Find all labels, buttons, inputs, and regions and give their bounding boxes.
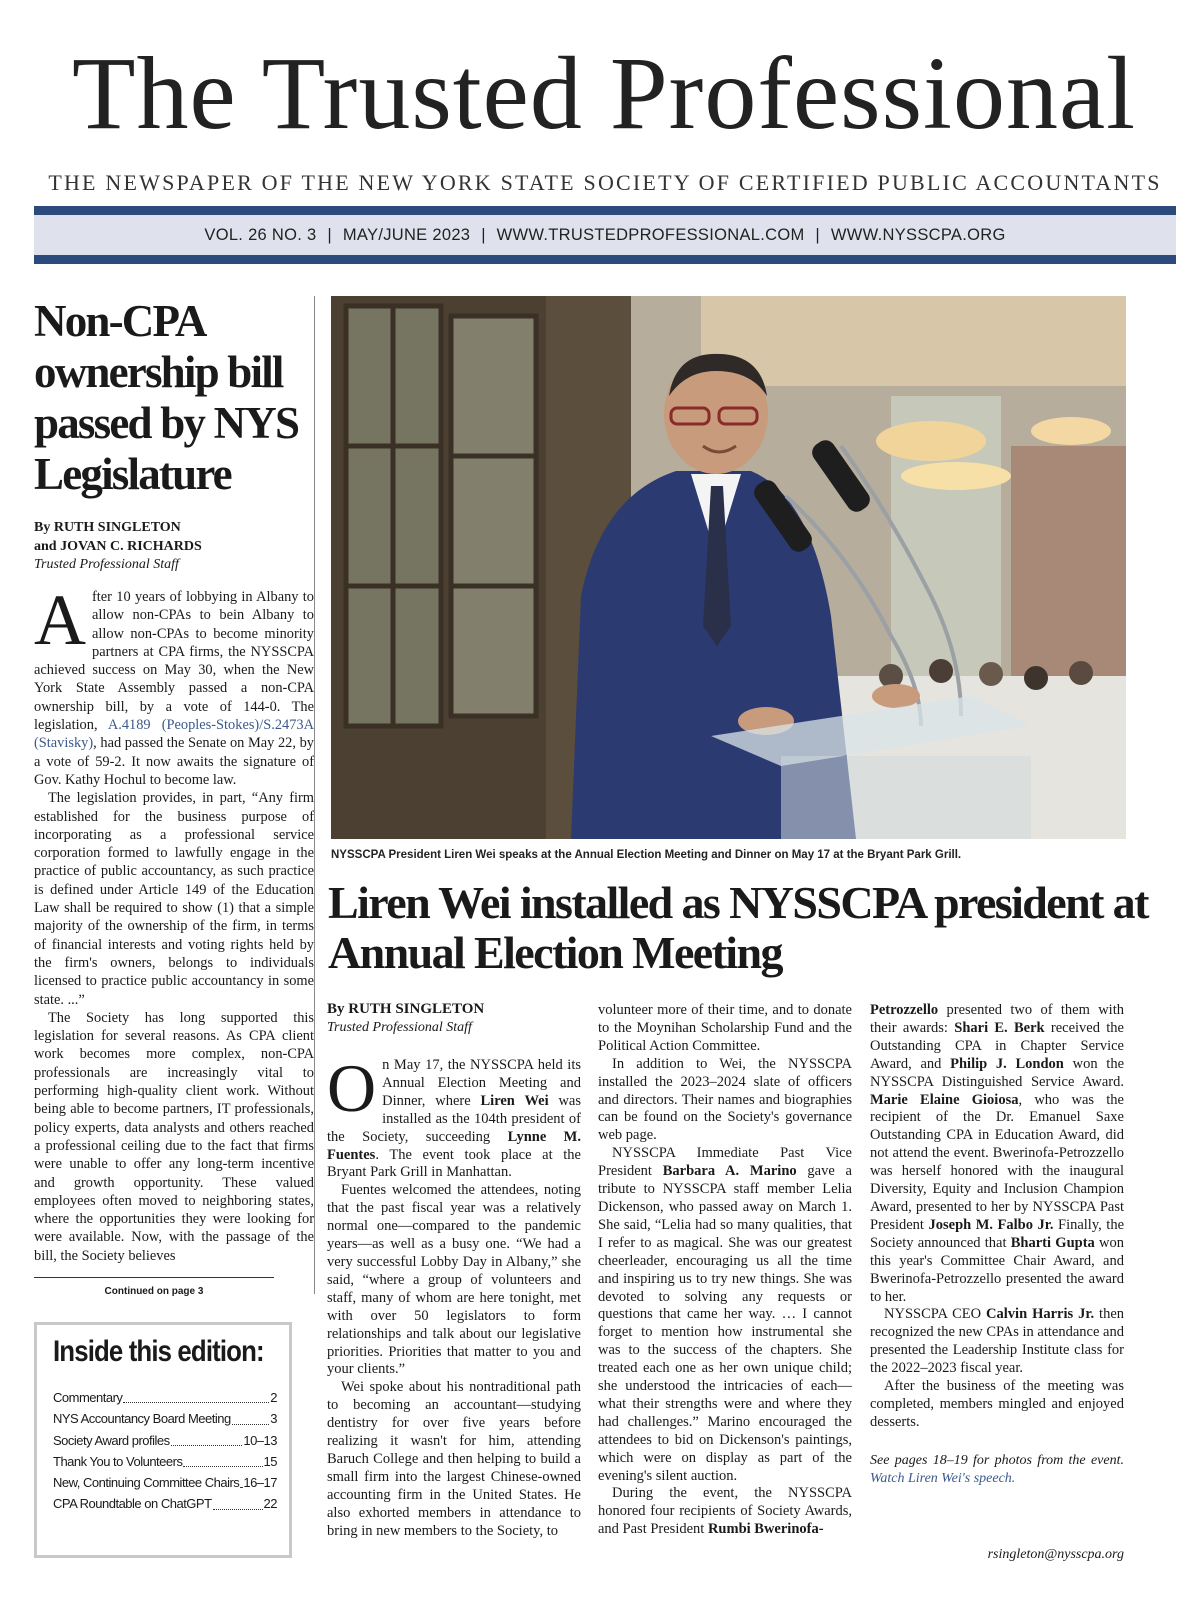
- toc-item[interactable]: [53, 1387, 277, 1408]
- paragraph-text: n May 17, the NYSSCPA held its Annual Election Meeting and Dinner, where: [382, 1057, 581, 1109]
- main-article-byline-role: Trusted Professional Staff: [327, 1020, 472, 1035]
- name-highlight: Bharti Gupta: [1010, 1234, 1095, 1251]
- photo-note: [870, 1452, 1124, 1488]
- paragraph-text: won this year's Committee Chair Award, and Bwerinofa-Petrozzello presented the award to her.: [870, 1234, 1124, 1305]
- author-email[interactable]: rsingleton@nysscpa.org: [987, 1547, 1124, 1562]
- toc-leader: [123, 1387, 269, 1403]
- toc-leader: [232, 1408, 270, 1424]
- toc-label: New, Continuing Committee Chairs: [53, 1475, 240, 1491]
- issue-number: VOL. 26 NO. 3: [204, 226, 317, 244]
- toc-leader: [171, 1430, 243, 1446]
- paragraph: Fuentes welcomed the attendees, noting that the past fiscal year was a relatively normal one—compared to the pandemic years—as well as a busy one. “We had a very successful Lobby Day in Albany,” she said, “where a group of volunteers and staff, many of whom are here tonight, met with over 50 legislators to form relationships and talk about our legislative priorities. Priorities that matter to you and your clients.”: [327, 1182, 581, 1378]
- left-article-headline: Non-CPA ownership bill passed by NYS Legislature: [34, 296, 299, 499]
- main-article-column-2: [598, 1002, 852, 1539]
- name-highlight: Joseph M. Falbo Jr.: [928, 1216, 1054, 1233]
- main-article-byline: By RUTH SINGLETON: [327, 1001, 485, 1017]
- paragraph-text: received the Outstanding CPA in Chapter Service Award, and: [870, 1019, 1124, 1072]
- legislation-link[interactable]: A.4189 (Peoples-Stokes)/S.2473A (Stavisky): [34, 717, 314, 752]
- paragraph: The Society has long supported this legislation for several reasons. As CPA client work becomes more complex, non-CPA professionals are increasingly vital to performing high-quality client work. Without being able to become partners, IT professionals, policy experts, data analysts and others reached a professional ceiling due to the fact that firms were unable to offer any long-term incentive and growth opportunity. These valued employees often moved to neighboring states, where the opportunities they were looking for were available. Now, with the passage of the bill, the Society believes: [34, 1009, 314, 1264]
- main-article-body-2: [598, 1002, 852, 1539]
- left-article: [34, 296, 314, 1297]
- event-photo: [331, 296, 1126, 839]
- main-article-headline: Liren Wei installed as NYSSCPA president at Annual Election Meeting: [328, 877, 1148, 978]
- name-highlight: Liren Wei: [480, 1092, 549, 1109]
- toc-leader: [213, 1493, 263, 1509]
- toc-page: 2: [270, 1390, 277, 1405]
- paragraph: [870, 1306, 1124, 1378]
- toc-leader: [240, 1472, 242, 1488]
- toc-item[interactable]: [53, 1493, 277, 1514]
- paragraph: [598, 1485, 852, 1539]
- toc-item[interactable]: [53, 1451, 277, 1472]
- main-article-column-1: [327, 1000, 581, 1540]
- left-article-byline: [34, 518, 314, 556]
- byline-line-2: and JOVAN C. RICHARDS: [34, 539, 202, 554]
- toc-label: CPA Roundtable on ChatGPT: [53, 1496, 212, 1512]
- main-article-column-3: [870, 1002, 1124, 1488]
- toc-label: Commentary: [53, 1390, 123, 1405]
- paragraph-text: NYSSCPA CEO: [884, 1306, 987, 1323]
- paragraph-text: was installed as the 104th president of the Society, succeeding: [327, 1092, 581, 1145]
- name-highlight: Philip J. London: [950, 1055, 1064, 1072]
- drop-cap: A: [34, 580, 86, 660]
- left-article-body: [34, 580, 314, 1265]
- separator: |: [327, 226, 332, 244]
- paragraph-text: gave a tribute to NYSSCPA staff member Lelia Dickenson, who passed away on March 1. She said, “Lelia had so many qualities, that I refer to as magical. She was our greatest cheerleader, encouraging us all the time and inspiring us to try new things. She was devoted to solving any requests or questions that came her way. … I cannot forget to mention how instrumental she was to the success of the chapters. She treated each one as her own unique child; she understood the intricacies of each—what their strengths were and where they had challenges.” Marino encouraged the attendees to bid on Dickenson's paintings, which were on display as part of the evening's silent auction.: [598, 1163, 852, 1484]
- paragraph: [327, 1050, 581, 1182]
- paragraph-text: Finally, the Society announced that: [870, 1216, 1124, 1251]
- paragraph-text: won the NYSSCPA Distinguished Service Award.: [870, 1055, 1124, 1090]
- left-article-byline-role: Trusted Professional Staff: [34, 557, 179, 572]
- issue-bar: [34, 206, 1176, 264]
- toc-item[interactable]: [53, 1408, 277, 1429]
- paragraph: [34, 580, 314, 789]
- masthead-title: The Trusted Professional: [72, 36, 1136, 151]
- paragraph-text: During the event, the NYSSCPA honored four recipients of Society Awards, and Past President: [598, 1485, 852, 1538]
- name-highlight: Marie Elaine Gioiosa: [870, 1091, 1019, 1108]
- toc-page: 3: [270, 1411, 277, 1427]
- toc-label: Society Award profiles: [53, 1432, 170, 1448]
- paragraph-text: , had passed the Senate on May 22, by a vote of 59-2. It now awaits the signature of Gov. Kathy Hochul to become law.: [34, 735, 314, 788]
- toc-item[interactable]: [53, 1430, 277, 1451]
- drop-cap: O: [327, 1050, 377, 1126]
- paragraph: The legislation provides, in part, “Any firm established for the business purpose of incorporating as a professional service corporation formed to lawfully engage in the practice of public accountancy, as such practice is defined under Article 149 of the Education Law shall be required to show (1) that a simple majority of the ownership of the firm, in terms of financial interests and voting rights held by the firm's owners, belongs to individuals licensed to practice public accountancy in some state. ...”: [34, 790, 314, 1008]
- toc-page: 15: [263, 1453, 277, 1469]
- paragraph-text: . The event took place at the Bryant Park Grill in Manhattan.: [327, 1146, 581, 1181]
- masthead-subtitle: THE NEWSPAPER OF THE NEW YORK STATE SOCIETY OF CERTIFIED PUBLIC ACCOUNTANTS: [48, 170, 1162, 195]
- paragraph-text: presented two of them with their awards:: [870, 1002, 1124, 1036]
- paragraph: After the business of the meeting was completed, members mingled and enjoyed desserts.: [870, 1378, 1124, 1430]
- name-highlight: Barbara A. Marino: [662, 1163, 797, 1180]
- speech-link[interactable]: Watch Liren Wei's speech.: [870, 1470, 1016, 1486]
- separator: |: [815, 226, 821, 244]
- inside-edition-box: [34, 1322, 292, 1558]
- paragraph-text: NYSSCPA Immediate Past Vice President: [598, 1145, 852, 1180]
- paragraph: Wei spoke about his nontraditional path to becoming an accountant—studying dentistry for over five years before realizing it wasn't for him, attending Baruch College and then helping to build a small firm into the largest Chinese-owned accounting firm in the United States. He also exhorted members in attendance to bring in new members to the Society, to: [327, 1379, 581, 1539]
- toc-page: 22: [263, 1496, 277, 1512]
- toc-label: NYS Accountancy Board Meeting: [53, 1411, 231, 1427]
- toc-item[interactable]: [53, 1472, 277, 1493]
- name-highlight: Rumbi Bwerinofa-: [707, 1521, 824, 1538]
- name-highlight: Petrozzello: [870, 1002, 939, 1018]
- byline-line-1: By RUTH SINGLETON: [34, 520, 181, 535]
- toc-leader: [183, 1451, 262, 1467]
- toc-label: Thank You to Volunteers: [53, 1453, 183, 1469]
- photo-caption: NYSSCPA President Liren Wei speaks at the Annual Election Meeting and Dinner on May 17 at the Bryant Park Grill.: [331, 849, 962, 861]
- paragraph: [870, 1002, 1124, 1306]
- toc-page: 16–17: [243, 1475, 277, 1491]
- issue-date: MAY/JUNE 2023: [342, 226, 471, 244]
- name-highlight: Calvin Harris Jr.: [986, 1306, 1095, 1323]
- paragraph-text: fter 10 years of lobbying in Albany to allow non-CPAs to bein Albany to allow non-CPAs to become minority partners at CPA firms, the NYSSCPA achieved success on May 30, when the New York State Assembly passed a non-CPA ownership bill, by a vote of 144-0. The legislation,: [34, 589, 314, 734]
- site-link-trustedprofessional[interactable]: WWW.TRUSTEDPROFESSIONAL.COM: [496, 226, 805, 244]
- name-highlight: Lynne M. Fuentes: [327, 1128, 581, 1163]
- column-divider: [314, 296, 315, 1294]
- toc-page: 10–13: [243, 1432, 277, 1448]
- separator: |: [481, 226, 486, 244]
- main-article-body-3: [870, 1002, 1124, 1432]
- paragraph-text: then recognized the new CPAs in attendance and presented the Leadership Institute class for the 2022–2023 fiscal year.: [870, 1306, 1125, 1377]
- name-highlight: Shari E. Berk: [954, 1019, 1045, 1036]
- paragraph: In addition to Wei, the NYSSCPA installed the 2023–2024 slate of officers and directors. Their names and biographies can be found on the Society's governance web page.: [598, 1055, 852, 1144]
- paragraph-text: , who was the recipient of the Dr. Emanuel Saxe Outstanding CPA in Education Award, did not attend the event. Bwerinofa-Petrozzello was herself honored with the inaugural Diversity, Equity and Inclusion Champion Award, presented to her by NYSSCPA Past President: [870, 1091, 1124, 1233]
- site-link-nysscpa[interactable]: WWW.NYSSCPA.ORG: [830, 226, 1006, 244]
- photo-illustration: [331, 296, 1126, 839]
- inside-edition-title: Inside this edition:: [53, 1335, 264, 1368]
- paragraph: [598, 1145, 852, 1485]
- main-article-body-1: [327, 1050, 581, 1540]
- continued-link[interactable]: Continued on page 3: [34, 1277, 274, 1297]
- paragraph: volunteer more of their time, and to donate to the Moynihan Scholarship Fund and the Political Action Committee.: [598, 1002, 852, 1054]
- note-text: See pages 18–19 for photos from the event.: [870, 1452, 1124, 1468]
